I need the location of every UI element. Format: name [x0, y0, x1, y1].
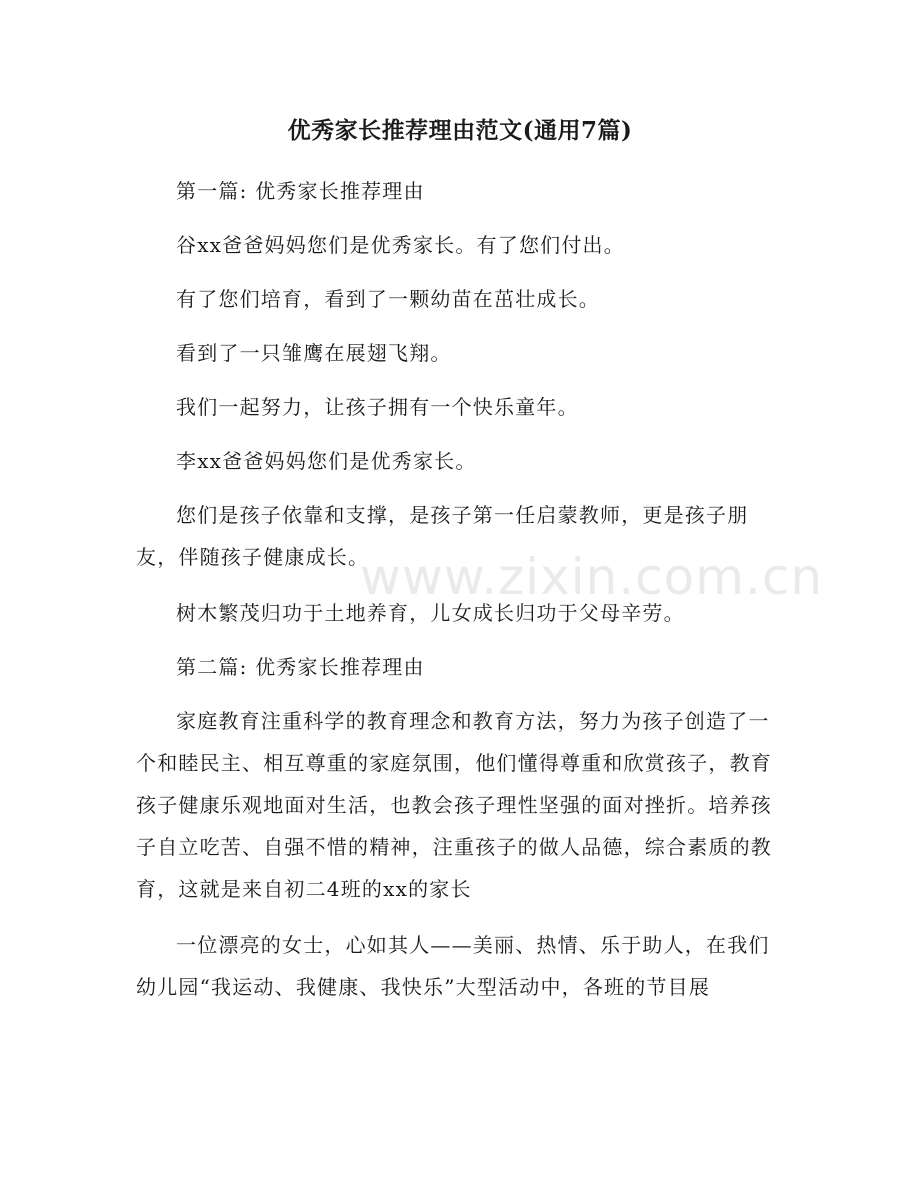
paragraph: 有了您们培育，看到了一颗幼苗在茁壮成长。	[176, 287, 600, 311]
watermark: www.zixin.com.cn	[360, 548, 824, 606]
paragraph: 李xx爸爸妈妈您们是优秀家长。	[176, 449, 477, 473]
document-body	[136, 170, 786, 1022]
paragraph: 谷xx爸爸妈妈您们是优秀家长。有了您们付出。	[176, 233, 625, 257]
paragraph: 我们一起努力，让孩子拥有一个快乐童年。	[176, 395, 579, 419]
section-heading-2: 第二篇: 优秀家长推荐理由	[176, 655, 425, 679]
paragraph: 树木繁茂归功于土地养育，儿女成长归功于父母辛劳。	[176, 601, 685, 625]
paragraph: 家庭教育注重科学的教育理念和教育方法，努力为孩子创造了一个和睦民主、相互尊重的家庭氛围，他们懂得尊重和欣赏孩子，教育孩子健康乐观地面对生活，也教会孩子理性坚强的面对挫折。培养孩子自立吃苦、自强不惜的精神，注重孩子的做人品德，综合素质的教育，这就是来自初二4班的xx的家长	[136, 709, 772, 901]
document-title: 优秀家长推荐理由范文(通用7篇)	[287, 117, 633, 144]
paragraph: 一位漂亮的女士，心如其人——美丽、热情、乐于助人，在我们幼儿园“我运动、我健康、我快乐”大型活动中，各班的节目展	[136, 933, 770, 999]
paragraph: 您们是孩子依靠和支撑，是孩子第一任启蒙教师，更是孩子朋友，伴随孩子健康成长。	[136, 503, 749, 569]
paragraph: 看到了一只雏鹰在展翅飞翔。	[176, 341, 452, 365]
section-heading-1: 第一篇: 优秀家长推荐理由	[176, 179, 425, 203]
